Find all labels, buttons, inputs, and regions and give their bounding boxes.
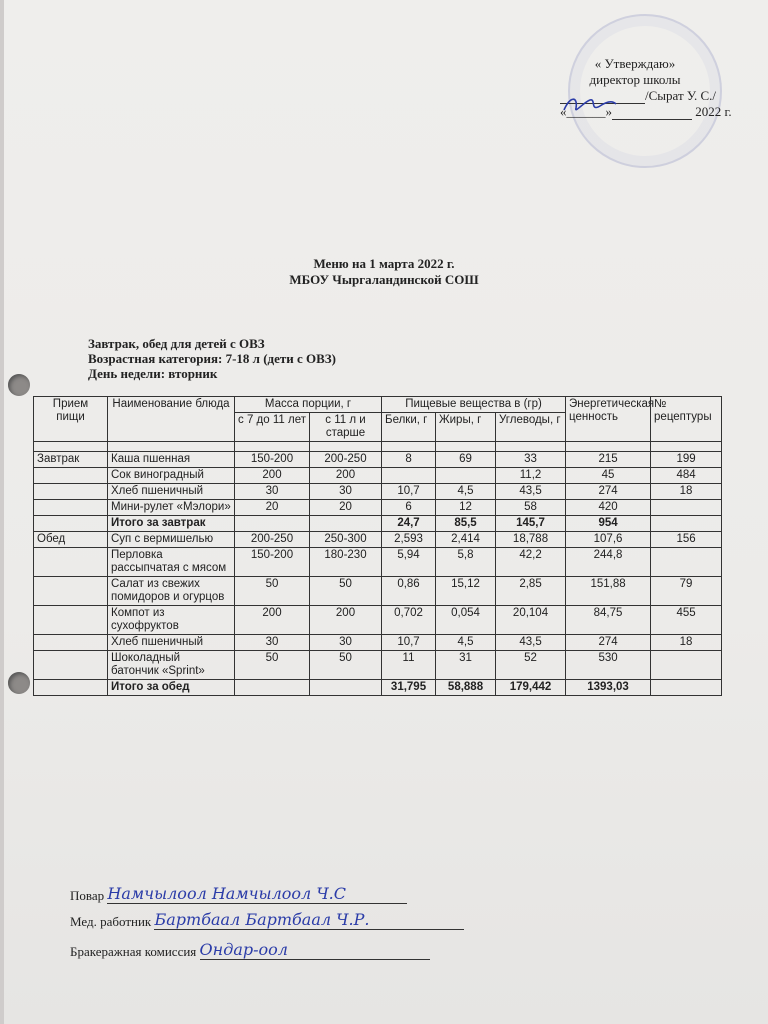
approval-title: « Утверждаю» (594, 56, 676, 71)
recipe-cell: 156 (651, 532, 722, 548)
spacer-row (34, 442, 722, 452)
portion-7-11-cell (235, 516, 310, 532)
meal-cell (34, 468, 108, 484)
energy-cell: 274 (566, 635, 651, 651)
carbs-cell: 145,7 (496, 516, 566, 532)
carbs-cell: 43,5 (496, 484, 566, 500)
proteins-cell (382, 468, 436, 484)
portion-7-11-cell: 200-250 (235, 532, 310, 548)
cook-label: Повар (70, 888, 105, 903)
proteins-cell: 8 (382, 452, 436, 468)
total-row (34, 680, 722, 696)
energy-cell: 954 (566, 516, 651, 532)
table-row (34, 532, 722, 548)
header-energy: Энергетическая ценность (566, 397, 651, 442)
recipe-cell (651, 516, 722, 532)
meal-cell (34, 516, 108, 532)
dish-cell: Итого за обед (108, 680, 235, 696)
dish-cell: Хлеб пшеничный (108, 635, 235, 651)
proteins-cell: 6 (382, 500, 436, 516)
carbs-cell: 179,442 (496, 680, 566, 696)
carbs-cell: 11,2 (496, 468, 566, 484)
proteins-cell: 10,7 (382, 635, 436, 651)
header-portion: Масса порции, г (235, 397, 382, 413)
director-signature (560, 92, 620, 116)
table-row (34, 452, 722, 468)
recipe-cell: 484 (651, 468, 722, 484)
approval-date-year: 2022 г. (695, 104, 732, 119)
portion-11-plus-cell: 250-300 (310, 532, 382, 548)
table-row (34, 500, 722, 516)
meal-cell (34, 500, 108, 516)
recipe-cell: 18 (651, 635, 722, 651)
recipe-cell (651, 500, 722, 516)
fats-cell: 5,8 (436, 548, 496, 577)
recipe-cell (651, 548, 722, 577)
proteins-cell: 11 (382, 651, 436, 680)
intro-block (88, 336, 336, 381)
menu-body (34, 452, 722, 696)
carbs-cell: 33 (496, 452, 566, 468)
portion-7-11-cell: 50 (235, 577, 310, 606)
carbs-cell: 58 (496, 500, 566, 516)
dish-cell: Сок виноградный (108, 468, 235, 484)
medic-line (70, 910, 464, 930)
header-proteins: Белки, г (382, 413, 436, 442)
proteins-cell: 31,795 (382, 680, 436, 696)
recipe-cell: 199 (651, 452, 722, 468)
menu-table (33, 396, 722, 696)
fats-cell: 0,054 (436, 606, 496, 635)
meal-cell (34, 577, 108, 606)
header-carbs: Углеводы, г (496, 413, 566, 442)
energy-cell: 244,8 (566, 548, 651, 577)
portion-11-plus-cell: 20 (310, 500, 382, 516)
proteins-cell: 2,593 (382, 532, 436, 548)
school-name: МБОУ Чыргаландинской СОШ (289, 272, 479, 287)
energy-cell: 420 (566, 500, 651, 516)
portion-7-11-cell: 20 (235, 500, 310, 516)
header-dish: Наименование блюда (108, 397, 235, 442)
energy-cell: 215 (566, 452, 651, 468)
portion-11-plus-cell (310, 680, 382, 696)
cook-line (70, 884, 407, 904)
header-fats: Жиры, г (436, 413, 496, 442)
header-recipe: № рецептуры (651, 397, 722, 442)
dish-cell: Салат из свежих помидоров и огурцов (108, 577, 235, 606)
table-row (34, 468, 722, 484)
fats-cell: 4,5 (436, 484, 496, 500)
energy-cell: 530 (566, 651, 651, 680)
dish-cell: Перловка рассыпчатая с мясом (108, 548, 235, 577)
dish-cell: Хлеб пшеничный (108, 484, 235, 500)
intro-weekday: День недели: вторник (88, 366, 218, 381)
meal-cell (34, 680, 108, 696)
energy-cell: 1393,03 (566, 680, 651, 696)
commission-signature: Ондар-оол (200, 940, 430, 960)
meal-cell (34, 635, 108, 651)
portion-7-11-cell: 50 (235, 651, 310, 680)
header-nutrients: Пищевые вещества в (гр) (382, 397, 566, 413)
recipe-cell: 79 (651, 577, 722, 606)
energy-cell: 45 (566, 468, 651, 484)
meal-cell: Обед (34, 532, 108, 548)
energy-cell: 151,88 (566, 577, 651, 606)
meal-cell (34, 548, 108, 577)
fats-cell: 2,414 (436, 532, 496, 548)
energy-cell: 84,75 (566, 606, 651, 635)
total-row (34, 516, 722, 532)
portion-11-plus-cell: 50 (310, 577, 382, 606)
proteins-cell: 24,7 (382, 516, 436, 532)
recipe-cell (651, 680, 722, 696)
fats-cell: 85,5 (436, 516, 496, 532)
proteins-cell: 0,86 (382, 577, 436, 606)
portion-7-11-cell: 150-200 (235, 452, 310, 468)
table-row (34, 484, 722, 500)
carbs-cell: 2,85 (496, 577, 566, 606)
portion-11-plus-cell: 30 (310, 484, 382, 500)
portion-11-plus-cell: 200-250 (310, 452, 382, 468)
intro-age: Возрастная категория: 7-18 л (дети с ОВЗ) (88, 351, 336, 366)
carbs-cell: 42,2 (496, 548, 566, 577)
intro-meals: Завтрак, обед для детей с ОВЗ (88, 336, 265, 351)
commission-line (70, 940, 430, 960)
meal-cell (34, 651, 108, 680)
fats-cell: 69 (436, 452, 496, 468)
recipe-cell: 18 (651, 484, 722, 500)
fats-cell: 12 (436, 500, 496, 516)
fats-cell: 58,888 (436, 680, 496, 696)
portion-11-plus-cell: 50 (310, 651, 382, 680)
header-meal: Прием пищи (34, 397, 108, 442)
approval-director-name: /Сырат У. С./ (645, 88, 716, 103)
header-portion-11-plus: с 11 л и старше (310, 413, 382, 442)
fats-cell: 15,12 (436, 577, 496, 606)
portion-7-11-cell: 30 (235, 635, 310, 651)
proteins-cell: 5,94 (382, 548, 436, 577)
energy-cell: 107,6 (566, 532, 651, 548)
dish-cell: Каша пшенная (108, 452, 235, 468)
header-portion-7-11: с 7 до 11 лет (235, 413, 310, 442)
dish-cell: Мини-рулет «Мэлори» (108, 500, 235, 516)
meal-cell: Завтрак (34, 452, 108, 468)
page-title: Меню на 1 марта 2022 г. (313, 256, 455, 271)
carbs-cell: 52 (496, 651, 566, 680)
portion-7-11-cell: 150-200 (235, 548, 310, 577)
portion-11-plus-cell: 180-230 (310, 548, 382, 577)
carbs-cell: 43,5 (496, 635, 566, 651)
commission-label: Бракеражная комиссия (70, 944, 197, 959)
dish-cell: Суп с вермишелью (108, 532, 235, 548)
recipe-cell (651, 651, 722, 680)
medic-label: Мед. работник (70, 914, 152, 929)
medic-signature: Бартбаал Бартбаал Ч.Р. (154, 910, 464, 930)
approval-date-day: «______» (560, 104, 612, 119)
portion-7-11-cell: 200 (235, 468, 310, 484)
meal-cell (34, 606, 108, 635)
portion-11-plus-cell: 30 (310, 635, 382, 651)
energy-cell: 274 (566, 484, 651, 500)
portion-7-11-cell (235, 680, 310, 696)
proteins-cell: 10,7 (382, 484, 436, 500)
table-row (34, 548, 722, 577)
fats-cell: 4,5 (436, 635, 496, 651)
cook-signature: Намчылоол Намчылоол Ч.С (107, 884, 407, 904)
table-row (34, 635, 722, 651)
portion-7-11-cell: 30 (235, 484, 310, 500)
dish-cell: Шоколадный батончик «Sprint» (108, 651, 235, 680)
carbs-cell: 18,788 (496, 532, 566, 548)
portion-11-plus-cell: 200 (310, 606, 382, 635)
portion-11-plus-cell (310, 516, 382, 532)
meal-cell (34, 484, 108, 500)
fats-cell (436, 468, 496, 484)
portion-7-11-cell: 200 (235, 606, 310, 635)
dish-cell: Компот из сухофруктов (108, 606, 235, 635)
table-row (34, 577, 722, 606)
punch-hole (8, 374, 30, 396)
punch-hole (8, 672, 30, 694)
table-row (34, 651, 722, 680)
proteins-cell: 0,702 (382, 606, 436, 635)
carbs-cell: 20,104 (496, 606, 566, 635)
dish-cell: Итого за завтрак (108, 516, 235, 532)
fats-cell: 31 (436, 651, 496, 680)
table-row (34, 606, 722, 635)
recipe-cell: 455 (651, 606, 722, 635)
portion-11-plus-cell: 200 (310, 468, 382, 484)
approval-position: директор школы (589, 72, 681, 87)
